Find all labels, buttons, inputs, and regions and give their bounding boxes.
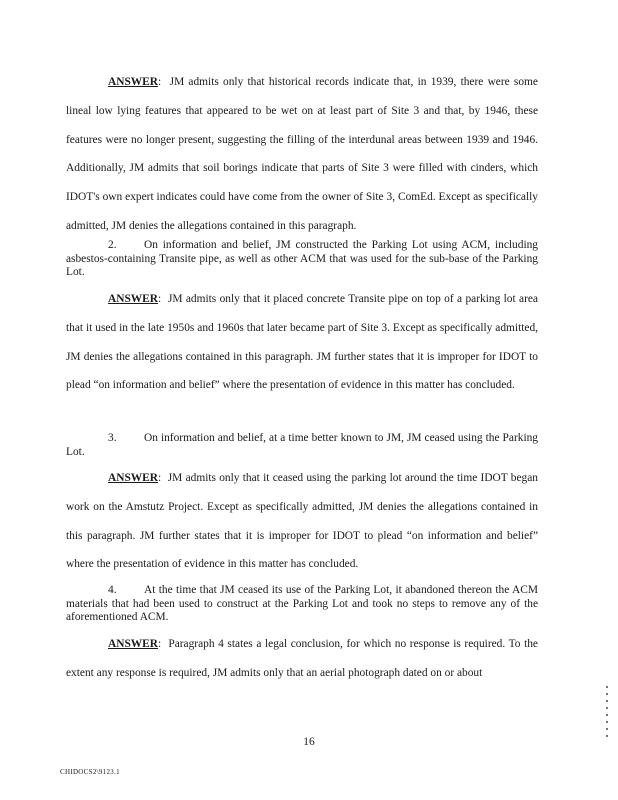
allegation-paragraph-3 bbox=[66, 432, 538, 459]
document-id: CHIDOCS2\9123.1 bbox=[60, 768, 120, 776]
allegation-text: On information and belief, at a time better known to JM, JM ceased using the Parking Lot. bbox=[66, 432, 538, 458]
answer-paragraph-2: ANSWER: JM admits only that it placed concrete Transite pipe on top of a parking lot area that it used in the late 1950s and 1960s that later became part of Site 3. Except as specifically admitted, JM denies the allegations contained in this paragraph. JM further states that it is improper for IDOT to plead “on information and belief” where the presentation of evidence in this matter has concluded. bbox=[66, 293, 538, 392]
answer-paragraph-3: ANSWER: JM admits only that it ceased using the parking lot around the time IDOT began work on the Amstutz Project. Except as specifically admitted, JM denies the allegations contained in this paragraph. JM further states that it is improper for IDOT to plead “on information and belief” where the presentation of evidence in this matter has concluded. bbox=[66, 472, 538, 571]
answer-text: JM admits only that it ceased using the parking lot around the time IDOT began work on the Amstutz Project. Except as specifically admitted, JM denies the allegations contained in this paragraph. JM further states that it is improper for IDOT to plead “on information and belief” where the presentation of evidence in this matter has concluded. bbox=[66, 472, 538, 571]
page-number: 16 bbox=[303, 736, 315, 748]
answer-text: JM admits only that it placed concrete Transite pipe on top of a parking lot area that it used in the late 1950s and 1960s that later became part of Site 3. Except as specifically admitted, JM denies the allegations contained in this paragraph. JM further states that it is improper for IDOT to plead “on information and belief” where the presentation of evidence in this matter has concluded. bbox=[66, 293, 538, 392]
answer-label: ANSWER bbox=[108, 638, 159, 650]
answer-label: ANSWER bbox=[108, 472, 159, 484]
allegation-text: At the time that JM ceased its use of the Parking Lot, it abandoned thereon the ACM materials that had been used to construct at the Parking Lot and took no steps to remove any of the aforementioned ACM. bbox=[66, 584, 538, 624]
answer-text: JM admits only that historical records indicate that, in 1939, there were some lineal low lying features that appeared to be wet on at least part of Site 3 and that, by 1946, these features were no longer present, suggesting the filling of the interdunal areas between 1939 and 1946. Additionally, JM admits that soil borings indicate that parts of Site 3 were filled with cinders, which IDOT's own expert indicates could have come from the owner of Site 3, ComEd. Except as specifically admitted, JM denies the allegations contained in this paragraph. bbox=[66, 76, 538, 232]
answer-label: ANSWER bbox=[108, 293, 159, 305]
answer-paragraph-4: ANSWER: Paragraph 4 states a legal conclusion, for which no response is required. To the extent any response is required, JM admits only that an aerial photograph dated on or about bbox=[66, 638, 538, 679]
answer-text: Paragraph 4 states a legal conclusion, for which no response is required. To the extent any response is required, JM admits only that an aerial photograph dated on or about bbox=[66, 638, 538, 679]
answer-paragraph-1: ANSWER: JM admits only that historical records indicate that, in 1939, there were some lineal low lying features that appeared to be wet on at least part of Site 3 and that, by 1946, these features were no longer present, suggesting the filling of the interdunal areas between 1939 and 1946. Additionally, JM admits that soil borings indicate that parts of Site 3 were filled with cinders, which IDOT's own expert indicates could have come from the owner of Site 3, ComEd. Except as specifically admitted, JM denies the allegations contained in this paragraph. bbox=[66, 76, 538, 232]
allegation-paragraph-2 bbox=[66, 239, 538, 280]
answer-label: ANSWER bbox=[108, 76, 159, 88]
margin-scan-mark bbox=[606, 686, 608, 742]
allegation-paragraph-4 bbox=[66, 584, 538, 625]
paragraph-number: 3. bbox=[108, 432, 117, 444]
allegation-text: On information and belief, JM constructed the Parking Lot using ACM, including asbestos-containing Transite pipe, as well as other ACM that was used for the sub-base of the Parking Lot. bbox=[66, 239, 538, 279]
paragraph-number: 4. bbox=[108, 584, 117, 596]
paragraph-number: 2. bbox=[108, 239, 117, 251]
